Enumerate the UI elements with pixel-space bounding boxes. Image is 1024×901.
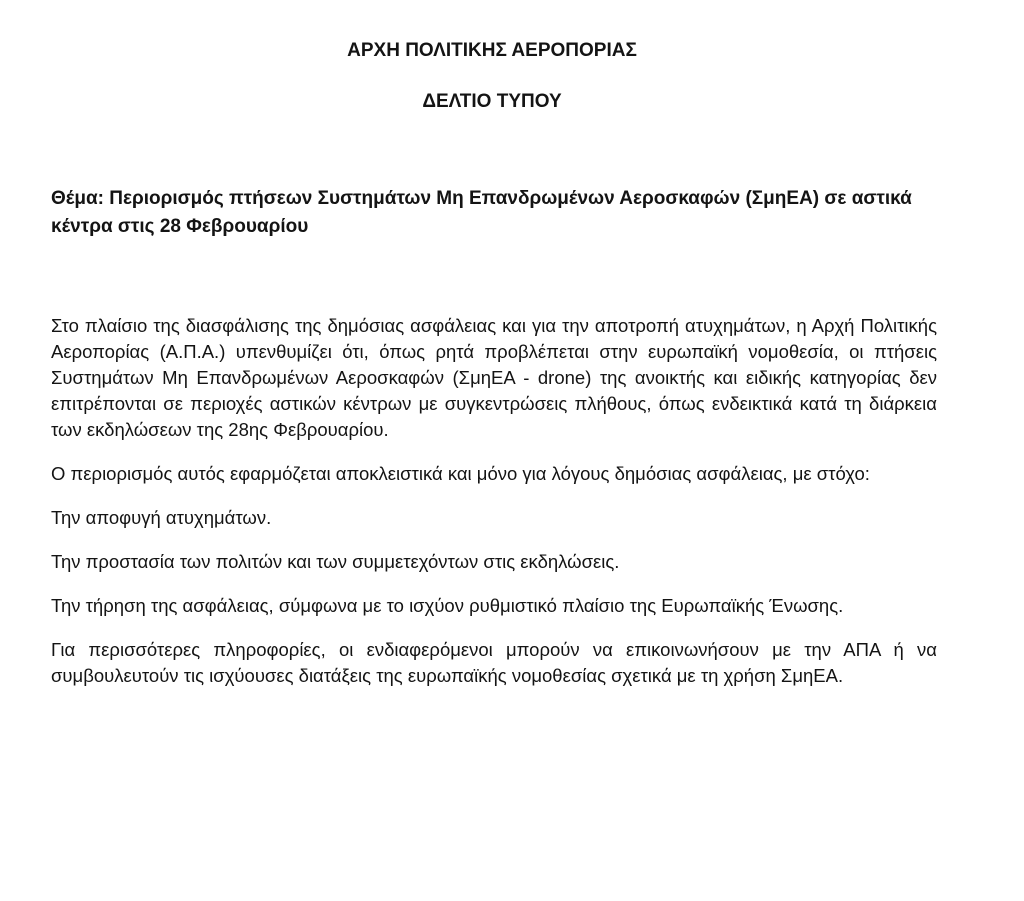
- paragraph-goal-safety: Την τήρηση της ασφάλειας, σύμφωνα με το ισχύον ρυθμιστικό πλαίσιο της Ευρωπαϊκής Ένωσης.: [51, 595, 844, 616]
- paragraph-restriction: Ο περιορισμός αυτός εφαρμόζεται αποκλειστικά και μόνο για λόγους δημόσιας ασφάλειας, με στόχο:: [51, 463, 870, 484]
- organization-name: ΑΡΧΗ ΠΟΛΙΤΙΚΗΣ ΑΕΡΟΠΟΡΙΑΣ: [347, 40, 637, 61]
- paragraph-intro: Στο πλαίσιο της διασφάλισης της δημόσιας ασφάλειας και για την αποτροπή ατυχημάτων, η Αρχή Πολιτικής Αεροπορίας (Α.Π.Α.) υπενθυμίζει ότι, όπως ρητά προβλέπεται στην ευρωπαϊκή νομοθεσία, οι πτήσεις Συστημάτων Μη Επανδρωμένων Αεροσκαφών (ΣμηΕΑ - drone) της ανοικτής και ειδικής κατηγορίας δεν επιτρέπονται σε περιοχές αστικών κέντρων με συγκεντρώσεις πλήθους, όπως ενδεικτικά κατά τη διάρκεια των εκδηλώσεων της 28ης Φεβρουαρίου.: [51, 315, 937, 440]
- paragraph-goal-protection: Την προστασία των πολιτών και των συμμετεχόντων στις εκδηλώσεις.: [51, 551, 620, 572]
- document-type: ΔΕΛΤΙΟ ΤΥΠΟΥ: [422, 91, 562, 112]
- paragraph-contact: Για περισσότερες πληροφορίες, οι ενδιαφερόμενοι μπορούν να επικοινωνήσουν με την ΑΠΑ ή να συμβουλευτούν τις ισχύουσες διατάξεις της ευρωπαϊκής νομοθεσίας σχετικά με τη χρήση ΣμηΕΑ.: [51, 639, 937, 686]
- subject-line: Θέμα: Περιορισμός πτήσεων Συστημάτων Μη Επανδρωμένων Αεροσκαφών (ΣμηΕΑ) σε αστικά κέντρα στις 28 Φεβρουαρίου: [51, 188, 912, 237]
- document-body: [51, 313, 937, 689]
- paragraph-goal-accidents: Την αποφυγή ατυχημάτων.: [51, 507, 272, 528]
